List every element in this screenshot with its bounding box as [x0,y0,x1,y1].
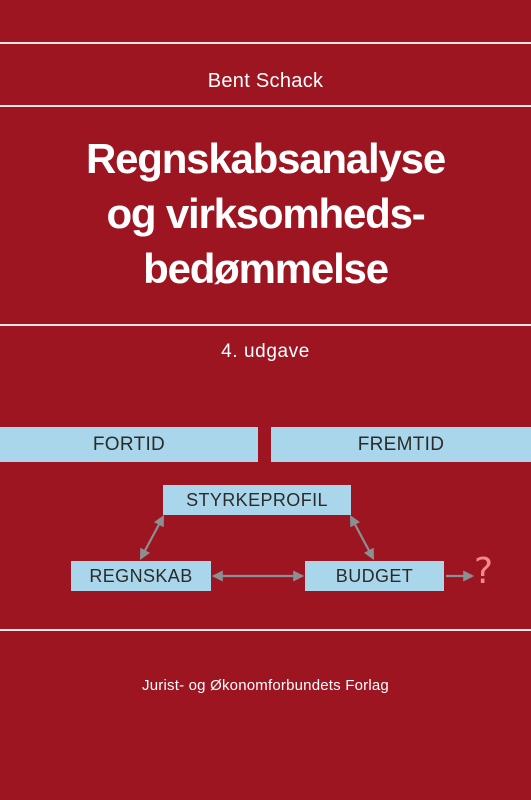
title-rule [0,324,531,326]
edition-label: 4. udgave [221,341,310,362]
author-rule [0,105,531,107]
top-rule [0,42,531,44]
title-line-2: og virksomheds- [106,190,425,237]
publisher-name: Jurist- og Økonomforbundets Forlag [142,677,389,694]
future-bar: FREMTID [271,427,531,462]
bottom-rule [0,629,531,631]
title-line-3: bedømmelse [143,245,388,292]
book-title [0,131,531,296]
question-mark: ? [474,551,494,592]
past-bar: FORTID [0,427,258,462]
budget-box: BUDGET [305,561,444,591]
strength-profile-box: STYRKEPROFIL [163,485,351,515]
author-name: Bent Schack [207,70,324,92]
accounts-box: REGNSKAB [71,561,211,591]
arrow-strength-budget [351,517,373,558]
arrow-accounts-strength [141,517,163,558]
title-line-1: Regnskabsanalyse [85,135,445,182]
